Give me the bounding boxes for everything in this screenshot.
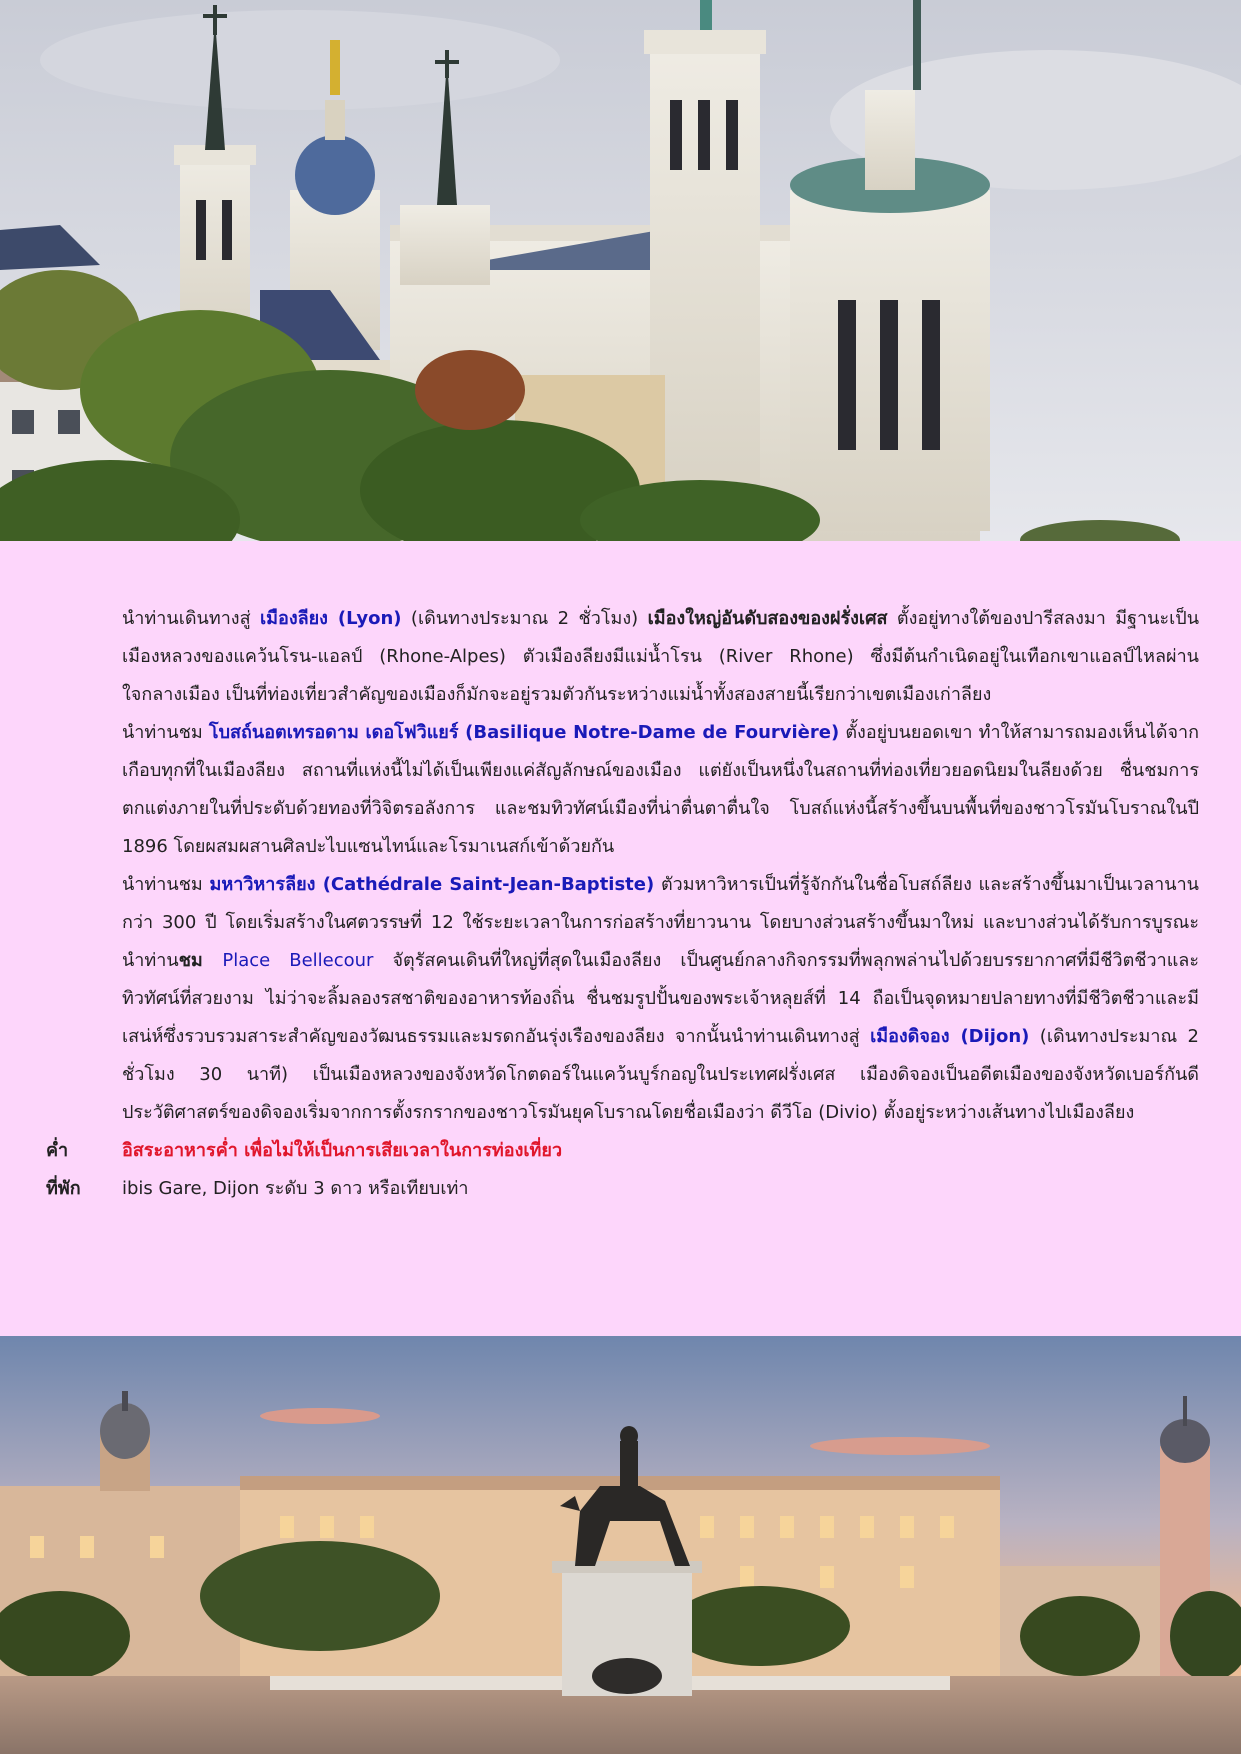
text-run: (เดินทางประมาณ 2 ชั่วโมง 30 นาที) เป็นเมืองหลวงของจังหวัดโกตดอร์ในแคว้นบูร์กอญในประเทศฝรั่งเศส เมืองดิจองเป็นอดีตเมืองของจังหวัดเบอร์กันดี ประวัติศาสตร์ของดิจองเริ่มจากการตั้งรกรากของชาวโรมันยุคโบราณโดยชื่อเมืองว่า ดีวีโอ (Divio) ตั้งอยู่ระหว่างเส้นทางไปเมืองลียง xyxy=(122,1026,1200,1123)
hotel-row xyxy=(0,1170,1241,1208)
place-bellecour-photo xyxy=(0,1336,1241,1754)
text-run: จัตุรัสคนเดินที่ใหญ่ที่สุดในเมืองลียง เป็นศูนย์กลางกิจกรรมที่พลุกพล่านไปด้วยบรรยากาศที่มีชีวิตชีวาและทิวทัศน์ที่สวยงาม ไม่ว่าจะลิ้มลองรสชาติของอาหารท้องถิ่น ชื่นชมรูปปั้นของพระเจ้าหลุยส์ที่ 14 ถือเป็นจุดหมายปลายทางที่มีชีวิตชีวาและมีเสน่ห์ซึ่งรวบรวมสาระสำคัญของวัฒนธรรมและมรดกอันรุ่งเรืองของลียง จากนั้นนำท่านเดินทางสู่ xyxy=(122,950,1199,1047)
highlight-run: มหาวิหารลียง (Cathédrale Saint-Jean-Baptiste) xyxy=(209,874,655,895)
highlight-run: Place Bellecour xyxy=(222,950,374,971)
highlight-run: เมืองใหญ่อันดับสองของฝรั่งเศส xyxy=(647,608,888,629)
dinner-row xyxy=(0,1132,1241,1170)
text-run: นำท่านเดินทางสู่ xyxy=(122,608,260,629)
highlight-run: เมืองลียง (Lyon) xyxy=(259,608,402,629)
paragraph-fourviere xyxy=(122,714,1199,866)
itinerary-text xyxy=(0,600,1241,1208)
text-run: ตั้งอยู่บนยอดเขา ทำให้สามารถมองเห็นได้จากเกือบทุกที่ในเมืองลียง สถานที่แห่งนี้ไม่ได้เป็นเพียงแค่สัญลักษณ์ของเมือง แต่ยังเป็นหนึ่งในสถานที่ท่องเที่ยวยอดนิยมในลียงด้วย ชื่นชมการตกแต่งภายในที่ประดับด้วยทองที่วิจิตรอลังการ และชมทิวทัศน์เมืองที่น่าตื่นตาตื่นใจ โบสถ์แห่งนี้สร้างขึ้นบนพื้นที่ของชาวโรมันโบราณในปี 1896 โดยผสมผสานศิลปะไบแซนไทน์และโรมาเนสก์เข้าด้วยกัน xyxy=(122,722,1199,857)
paragraph-cathedral-dijon xyxy=(122,866,1199,1132)
hotel-label: ที่พัก xyxy=(46,1178,81,1199)
text-run: นำท่านชม xyxy=(122,722,209,743)
hotel-value: ibis Gare, Dijon ระดับ 3 ดาว หรือเทียบเท่า xyxy=(122,1178,469,1199)
highlight-run: ชม xyxy=(178,950,223,971)
text-run: (เดินทางประมาณ 2 ชั่วโมง) xyxy=(401,608,648,629)
text-run: ตั้งอยู่ทางใต้ของปารีสลงมา มีฐานะเป็นเมืองหลวงของแคว้นโรน-แอลป์ (Rhone-Alpes) ตัวเมืองลียงมีแม่น้ำโรน (River Rhone) ซึ่งมีต้นกำเนิดอยู่ในเทือกเขาแอลป์ไหลผ่านใจกลางเมือง เป็นที่ท่องเที่ยวสำคัญของเมืองก็มักจะอยู่รวมตัวกันระหว่างแม่น้ำทั้งสองสายนี้เรียกว่าเขตเมืองเก่าลียง xyxy=(122,608,1200,705)
paragraph-lyon xyxy=(122,600,1199,714)
basilica-photo xyxy=(0,0,1241,541)
text-run: นำท่านชม xyxy=(122,874,210,895)
highlight-run: โบสถ์นอตเทรอดาม เดอโฟวิแยร์ (Basilique Notre-Dame de Fourvière) xyxy=(208,722,840,743)
highlight-run: เมืองดิจอง (Dijon) xyxy=(870,1026,1030,1047)
text-run: ตัวมหาวิหารเป็นที่รู้จักกันในชื่อโบสถ์ลียง และสร้างขึ้นมาเป็นเวลานานกว่า 300 ปี โดยเริ่มสร้างในศตวรรษที่ 12 ใช้ระยะเวลาในการก่อสร้างที่ยาวนาน โดยบางส่วนสร้างขึ้นมาใหม่ และบางส่วนได้รับการบูรณะ นำท่าน xyxy=(122,874,1199,971)
dinner-label: ค่ำ xyxy=(46,1140,69,1161)
dinner-value: อิสระอาหารค่ำ เพื่อไม่ให้เป็นการเสียเวลาในการท่องเที่ยว xyxy=(122,1140,563,1161)
